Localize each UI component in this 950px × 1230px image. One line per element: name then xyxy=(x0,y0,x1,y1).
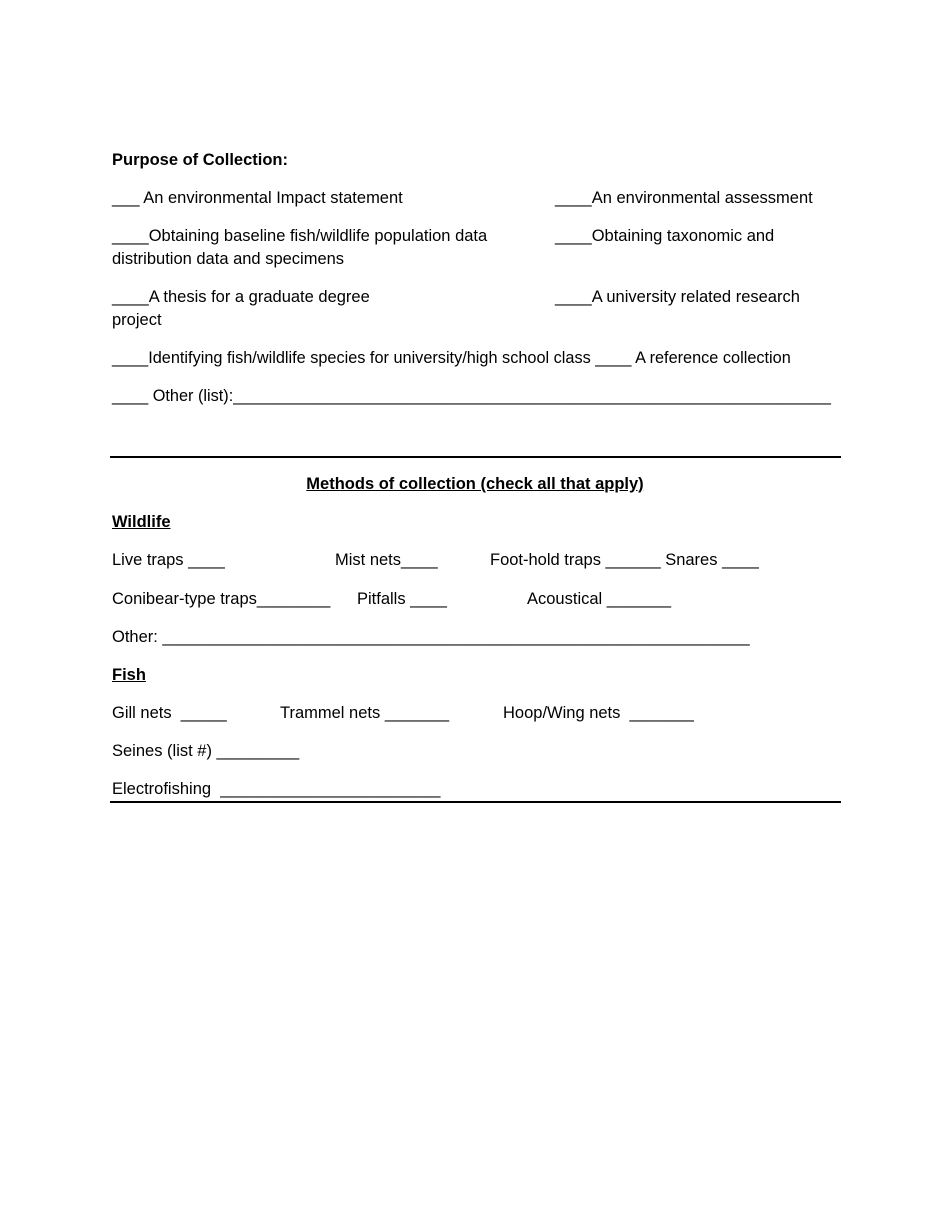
purpose-eis: ___ An environmental Impact statement xyxy=(112,189,403,207)
fish-heading: Fish xyxy=(112,666,146,684)
hoop-wing-nets-field: Hoop/Wing nets _______ xyxy=(503,704,694,722)
purpose-taxonomic: ____Obtaining taxonomic and xyxy=(555,227,775,245)
wildlife-other-field: Other: ________________________________________________________________ xyxy=(112,628,750,646)
methods-heading: Methods of collection (check all that apply) xyxy=(306,475,644,493)
section-divider-top xyxy=(110,456,841,458)
purpose-ea: ____An environmental assessment xyxy=(555,189,813,207)
purpose-university-research: ____A university related research xyxy=(555,288,800,306)
gill-nets-field: Gill nets _____ xyxy=(112,704,227,722)
conibear-traps-field: Conibear-type traps________ xyxy=(112,590,331,608)
live-traps-field: Live traps ____ xyxy=(112,551,225,569)
seines-field: Seines (list #) _________ xyxy=(112,742,300,760)
purpose-other: ____ Other (list):__________________________________________________________________ xyxy=(112,387,831,405)
acoustical-field: Acoustical _______ xyxy=(527,590,672,608)
pitfalls-field: Pitfalls ____ xyxy=(357,590,447,608)
foothold-snares-field: Foot-hold traps ______ Snares ____ xyxy=(490,551,759,569)
trammel-nets-field: Trammel nets _______ xyxy=(280,704,450,722)
purpose-baseline: ____Obtaining baseline fish/wildlife population data xyxy=(112,227,488,245)
purpose-university-research-cont: project xyxy=(112,311,162,329)
mist-nets-field: Mist nets____ xyxy=(335,551,438,569)
purpose-baseline-cont: distribution data and specimens xyxy=(112,250,345,268)
wildlife-heading: Wildlife xyxy=(112,513,171,531)
electrofishing-field: Electrofishing ________________________ xyxy=(112,780,441,798)
purpose-class-reference: ____Identifying fish/wildlife species for university/high school class ____ A reference collection xyxy=(112,349,791,367)
section-divider-bottom xyxy=(110,801,841,803)
purpose-thesis: ____A thesis for a graduate degree xyxy=(112,288,370,306)
purpose-heading: Purpose of Collection: xyxy=(112,151,289,169)
